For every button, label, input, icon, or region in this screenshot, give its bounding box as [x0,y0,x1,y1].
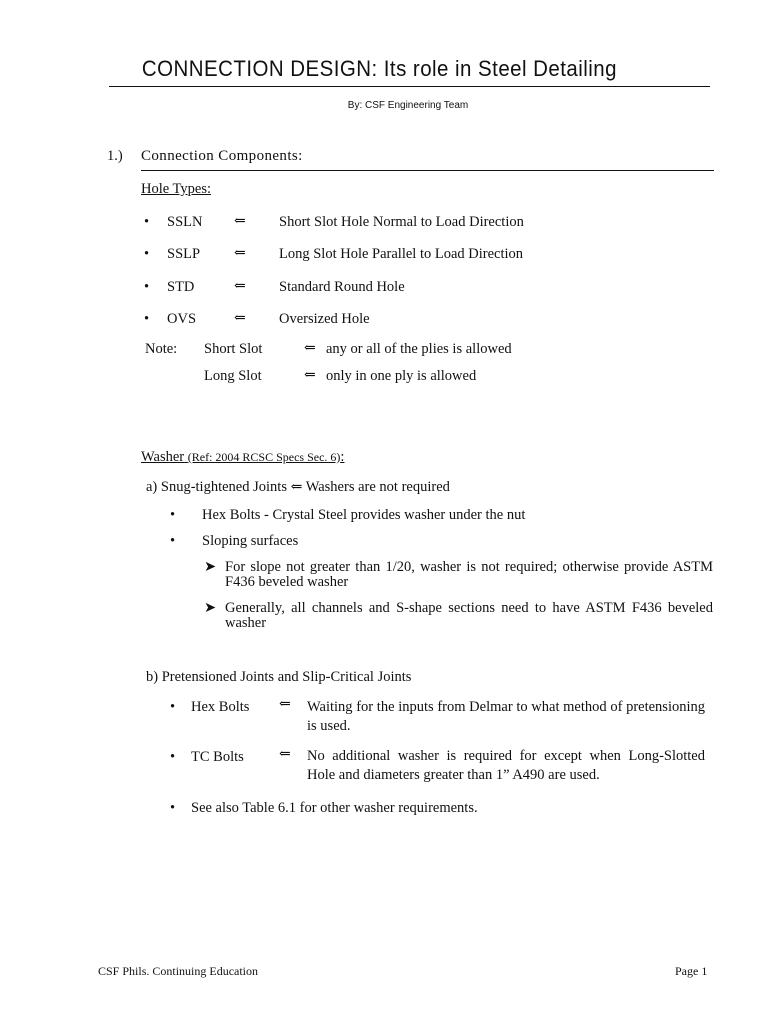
washer-colon: : [340,449,345,465]
page-number: Page 1 [675,964,708,978]
left-arrow-icon: ⇐ [279,697,291,712]
hole-types-heading: Hole Types: [141,181,212,197]
bullet-icon [144,279,149,296]
note-slot: Long Slot [204,368,262,384]
left-arrow-icon: ⇐ [304,341,316,356]
list-item: Hex Bolts - Crystal Steel provides washer under the nut [202,507,526,523]
bullet-icon [170,699,175,716]
hole-code: OVS [167,311,197,327]
sub-list-item: Generally, all channels and S-shape sections need to have ASTM F436 beveled washer [225,600,713,631]
hole-code: STD [167,279,195,295]
byline: By: CSF Engineering Team [347,100,469,111]
bullet-icon [144,214,149,231]
left-arrow-icon: ⇐ [234,246,246,261]
section-number: 1.) [107,148,123,164]
see-also-note: See also Table 6.1 for other washer requirements. [191,800,478,816]
arrowhead-bullet-icon: ➤ [204,559,217,575]
washer-heading [141,449,344,466]
bullet-icon [144,246,149,263]
left-arrow-icon: ⇐ [279,747,291,762]
page-title: CONNECTION DESIGN: Its role in Steel Detailing [141,56,617,81]
bullet-icon [170,749,175,766]
subsection-a-label: a) Snug-tightened Joints [146,479,287,495]
list-item: Sloping surfaces [202,533,299,549]
hole-description: Standard Round Hole [279,279,405,295]
bullet-icon [170,507,175,524]
note-label: Note: [145,341,178,357]
sub-list-item: For slope not greater than 1/20, washer is not required; otherwise provide ASTM F436 beveled washer [225,559,713,590]
hole-description: Long Slot Hole Parallel to Load Direction [279,246,524,262]
note-text: only in one ply is allowed [326,368,477,384]
subsection-a [146,479,450,496]
hole-description: Short Slot Hole Normal to Load Direction [279,214,524,230]
note-text: any or all of the plies is allowed [326,341,512,357]
washer-title: Washer [141,449,185,465]
bullet-icon [170,533,175,550]
title-rule [109,86,710,87]
hole-code: SSLN [167,214,203,230]
subsection-a-text: Washers are not required [305,479,450,495]
section-heading: Connection Components: [141,148,303,164]
bolt-description: Waiting for the inputs from Delmar to what method of pretensioning is used. [307,699,705,734]
bolt-name: TC Bolts [191,749,244,765]
bullet-icon [170,800,175,817]
bolt-description: No additional washer is required for except when Long-Slotted Hole and diameters greater than 1” A490 are used. [307,748,705,783]
hole-code: SSLP [167,246,201,262]
bullet-icon [144,311,149,328]
bolt-name: Hex Bolts [191,699,250,715]
left-arrow-icon: ⇐ [304,368,316,383]
left-arrow-icon: ⇐ [234,311,246,326]
washer-reference: (Ref: 2004 RCSC Specs Sec. 6) [187,450,341,464]
note-slot: Short Slot [204,341,263,357]
subsection-b-label: b) Pretensioned Joints and Slip-Critical Joints [146,669,412,685]
footer-left: CSF Phils. Continuing Education [98,964,259,978]
hole-description: Oversized Hole [279,311,370,327]
arrowhead-bullet-icon: ➤ [204,600,217,616]
left-arrow-icon: ⇐ [234,279,246,294]
left-arrow-icon: ⇐ [234,214,246,229]
section-rule [141,170,714,171]
left-arrow-icon: ⇐ [290,480,303,495]
